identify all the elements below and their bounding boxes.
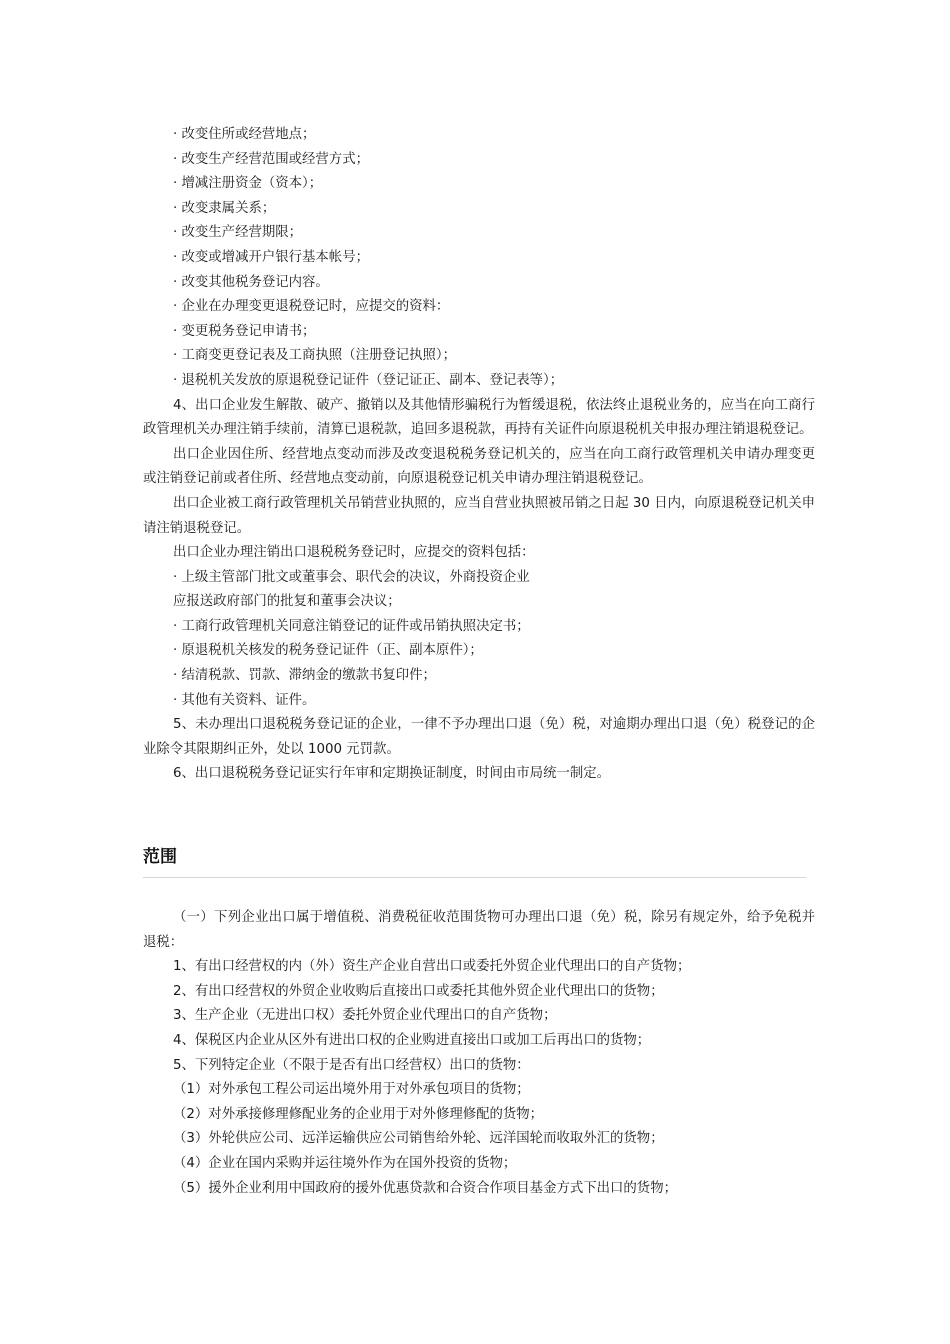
scope-list-item: 5、下列特定企业（不限于是否有出口经营权）出口的货物： [173, 1057, 530, 1073]
list-item: · 增减注册资金（资本）； [173, 176, 323, 192]
scope-list-item: （1）对外承包工程公司运出境外用于对外承包项目的货物； [173, 1082, 530, 1098]
list-item: 应报送政府部门的批复和董事会决议； [173, 594, 401, 610]
scope-list-item: （3）外轮供应公司、远洋运输供应公司销售给外轮、远洋国轮而收取外汇的货物； [173, 1131, 664, 1147]
list-item: · 退税机关发放的原退税登记证件（登记证正、副本、登记表等）； [173, 372, 564, 388]
paragraph-license-revoked: 出口企业被工商行政管理机关吊销营业执照的，应当自营业执照被吊销之日起 30 日内，向原退税登记机关申请注销退税登记。 [143, 495, 815, 536]
scope-list-item: 4、保税区内企业从区外有进出口权的企业购进直接出口或加工后再出口的货物； [173, 1032, 651, 1048]
registration-section [143, 123, 815, 787]
scope-list-item: 1、有出口经营权的内（外）资生产企业自营出口或委托外贸企业代理出口的自产货物； [173, 959, 691, 975]
scope-list-item: （4）企业在国内采购并运往境外作为在国外投资的货物； [173, 1155, 517, 1171]
list-item: · 改变住所或经营地点； [173, 127, 316, 142]
scope-list-item: 3、生产企业（无进出口权）委托外贸企业代理出口的自产货物； [173, 1008, 557, 1024]
list-item: · 变更税务登记申请书； [173, 323, 316, 339]
list-item: · 其他有关资料、证件。 [173, 692, 316, 708]
scope-intro: （一）下列企业出口属于增值税、消费税征收范围货物可办理出口退（免）税，除另有规定外，给予免税并退税： [143, 910, 815, 950]
list-item: · 企业在办理变更退税登记时，应提交的资料： [173, 299, 450, 315]
scope-list-item: （2）对外承接修理修配业务的企业用于对外修理修配的货物； [173, 1106, 544, 1122]
scope-list-item: 2、有出口经营权的外贸企业收购后直接出口或委托其他外贸企业代理出口的货物； [173, 983, 664, 999]
list-item: · 改变生产经营范围或经营方式； [173, 151, 369, 167]
list-item: · 原退税机关核发的税务登记证件（正、副本原件）； [173, 643, 483, 659]
paragraph-docs-intro: 出口企业办理注销出口退税税务登记时，应提交的资料包括： [173, 545, 535, 561]
list-item: · 改变生产经营期限； [173, 225, 303, 241]
section-heading-scope: 范围 [143, 843, 806, 878]
paragraph-item-4: 4、出口企业发生解散、破产、撤销以及其他情形骗税行为暂缓退税，依法终止退税业务的，应当在向工商行政管理机关办理注销手续前，清算已退税款，追回多退税款，再持有关证件向原退税机关申报办理注销退税登记。 [143, 397, 815, 438]
scope-section [143, 906, 815, 1201]
paragraph-item-6: 6、出口退税税务登记证实行年审和定期换证制度，时间由市局统一制定。 [173, 766, 611, 782]
list-item: · 工商变更登记表及工商执照（注册登记执照）； [173, 348, 457, 364]
list-item: · 改变其他税务登记内容。 [173, 274, 329, 290]
list-item: · 上级主管部门批文或董事会、职代会的决议，外商投资企业 [173, 569, 530, 585]
paragraph-relocation: 出口企业因住所、经营地点变动而涉及改变退税税务登记机关的，应当在向工商行政管理机关申请办理变更或注销登记前或者住所、经营地点变动前，向原退税登记机关申请办理注销退税登记。 [143, 446, 815, 487]
list-item: · 工商行政管理机关同意注销登记的证件或吊销执照决定书； [173, 618, 530, 634]
list-item: · 改变或增减开户银行基本帐号； [173, 249, 369, 265]
list-item: · 改变隶属关系； [173, 200, 276, 216]
list-item: · 结清税款、罚款、滞纳金的缴款书复印件； [173, 668, 436, 684]
scope-list-item: （5）援外企业利用中国政府的援外优惠贷款和合资合作项目基金方式下出口的货物； [173, 1180, 677, 1196]
paragraph-item-5: 5、未办理出口退税税务登记证的企业，一律不予办理出口退（免）税，对逾期办理出口退（免）税登记的企业除令其限期纠正外，处以 1000 元罚款。 [143, 717, 815, 757]
